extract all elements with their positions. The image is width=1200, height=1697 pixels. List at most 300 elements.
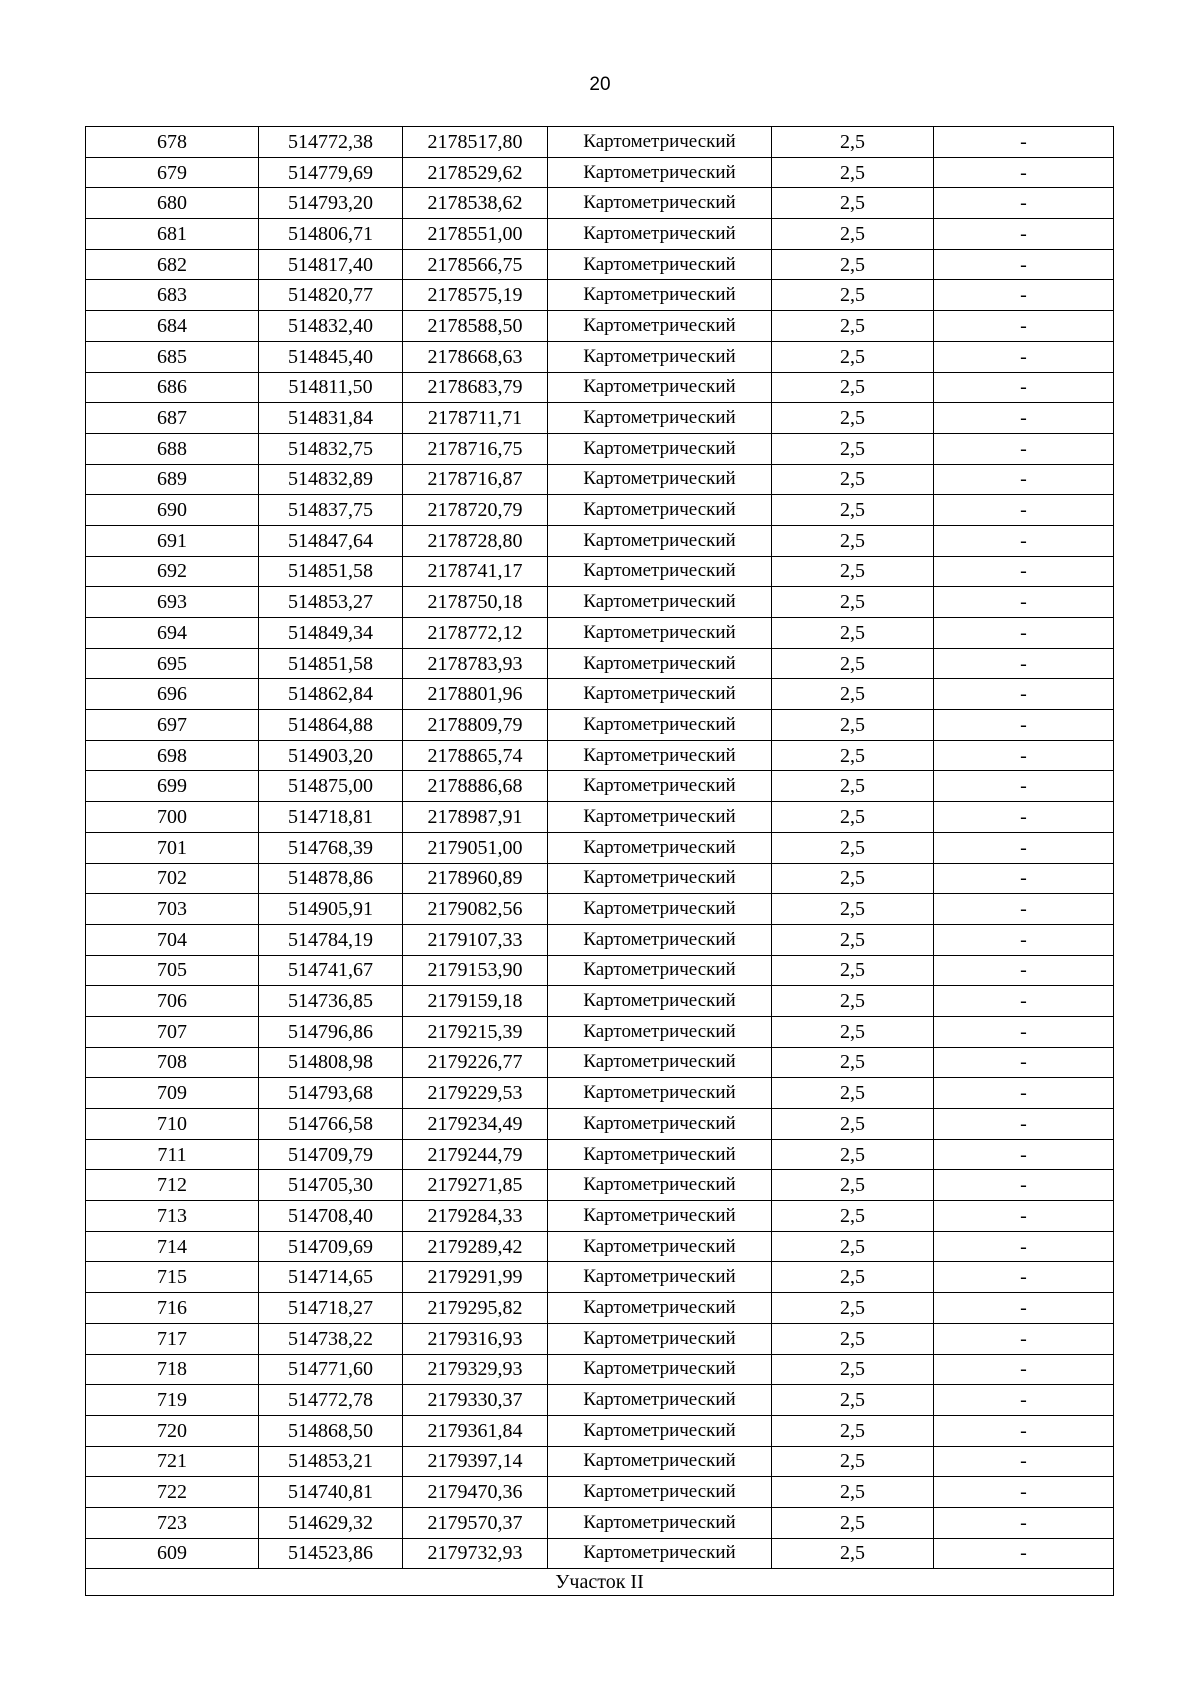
point-number-cell: 713 [86,1201,259,1232]
point-number-cell: 720 [86,1415,259,1446]
description-cell: - [934,1078,1114,1109]
y-coordinate-cell: 2179234,49 [403,1109,548,1140]
x-coordinate-cell: 514772,78 [259,1385,403,1416]
description-cell: - [934,863,1114,894]
method-cell: Картометрический [548,1446,772,1477]
accuracy-cell: 2,5 [772,556,934,587]
description-cell: - [934,219,1114,250]
y-coordinate-cell: 2178716,75 [403,433,548,464]
table-row [86,587,1114,618]
point-number-cell: 681 [86,219,259,250]
description-cell: - [934,403,1114,434]
method-cell: Картометрический [548,648,772,679]
point-number-cell: 718 [86,1354,259,1385]
x-coordinate-cell: 514523,86 [259,1538,403,1569]
accuracy-cell: 2,5 [772,1293,934,1324]
x-coordinate-cell: 514832,89 [259,464,403,495]
point-number-cell: 702 [86,863,259,894]
y-coordinate-cell: 2178566,75 [403,249,548,280]
method-cell: Картометрический [548,894,772,925]
x-coordinate-cell: 514709,69 [259,1231,403,1262]
x-coordinate-cell: 514832,40 [259,311,403,342]
y-coordinate-cell: 2179732,93 [403,1538,548,1569]
table-row [86,802,1114,833]
table-row [86,311,1114,342]
method-cell: Картометрический [548,1262,772,1293]
y-coordinate-cell: 2178783,93 [403,648,548,679]
point-number-cell: 723 [86,1507,259,1538]
point-number-cell: 697 [86,710,259,741]
accuracy-cell: 2,5 [772,433,934,464]
x-coordinate-cell: 514714,65 [259,1262,403,1293]
point-number-cell: 705 [86,955,259,986]
accuracy-cell: 2,5 [772,188,934,219]
method-cell: Картометрический [548,1047,772,1078]
table-row [86,372,1114,403]
table-row [86,280,1114,311]
y-coordinate-cell: 2179215,39 [403,1016,548,1047]
section-row [86,1569,1114,1596]
y-coordinate-cell: 2178588,50 [403,311,548,342]
accuracy-cell: 2,5 [772,618,934,649]
table-row [86,679,1114,710]
description-cell: - [934,618,1114,649]
point-number-cell: 685 [86,341,259,372]
accuracy-cell: 2,5 [772,1201,934,1232]
y-coordinate-cell: 2178683,79 [403,372,548,403]
description-cell: - [934,1477,1114,1508]
x-coordinate-cell: 514905,91 [259,894,403,925]
method-cell: Картометрический [548,587,772,618]
method-cell: Картометрический [548,556,772,587]
method-cell: Картометрический [548,495,772,526]
method-cell: Картометрический [548,802,772,833]
description-cell: - [934,1323,1114,1354]
method-cell: Картометрический [548,188,772,219]
point-number-cell: 712 [86,1170,259,1201]
x-coordinate-cell: 514811,50 [259,372,403,403]
x-coordinate-cell: 514771,60 [259,1354,403,1385]
table-row [86,188,1114,219]
x-coordinate-cell: 514793,68 [259,1078,403,1109]
y-coordinate-cell: 2178728,80 [403,525,548,556]
x-coordinate-cell: 514796,86 [259,1016,403,1047]
description-cell: - [934,1507,1114,1538]
description-cell: - [934,832,1114,863]
method-cell: Картометрический [548,311,772,342]
point-number-cell: 683 [86,280,259,311]
coordinates-table [85,126,1114,1596]
description-cell: - [934,127,1114,158]
table-row [86,1262,1114,1293]
x-coordinate-cell: 514849,34 [259,618,403,649]
accuracy-cell: 2,5 [772,1016,934,1047]
table-row [86,525,1114,556]
point-number-cell: 700 [86,802,259,833]
accuracy-cell: 2,5 [772,771,934,802]
method-cell: Картометрический [548,1323,772,1354]
description-cell: - [934,372,1114,403]
y-coordinate-cell: 2178987,91 [403,802,548,833]
x-coordinate-cell: 514718,81 [259,802,403,833]
x-coordinate-cell: 514817,40 [259,249,403,280]
description-cell: - [934,1201,1114,1232]
x-coordinate-cell: 514864,88 [259,710,403,741]
y-coordinate-cell: 2179361,84 [403,1415,548,1446]
accuracy-cell: 2,5 [772,372,934,403]
x-coordinate-cell: 514851,58 [259,648,403,679]
description-cell: - [934,525,1114,556]
x-coordinate-cell: 514772,38 [259,127,403,158]
description-cell: - [934,1354,1114,1385]
point-number-cell: 715 [86,1262,259,1293]
table-row [86,832,1114,863]
table-row [86,1323,1114,1354]
table-row [86,249,1114,280]
accuracy-cell: 2,5 [772,280,934,311]
description-cell: - [934,157,1114,188]
y-coordinate-cell: 2179051,00 [403,832,548,863]
point-number-cell: 721 [86,1446,259,1477]
method-cell: Картометрический [548,618,772,649]
method-cell: Картометрический [548,1170,772,1201]
x-coordinate-cell: 514853,21 [259,1446,403,1477]
y-coordinate-cell: 2179289,42 [403,1231,548,1262]
table-row [86,157,1114,188]
page-number: 20 [589,74,611,95]
y-coordinate-cell: 2179570,37 [403,1507,548,1538]
y-coordinate-cell: 2178772,12 [403,618,548,649]
description-cell: - [934,740,1114,771]
point-number-cell: 696 [86,679,259,710]
x-coordinate-cell: 514806,71 [259,219,403,250]
x-coordinate-cell: 514862,84 [259,679,403,710]
method-cell: Картометрический [548,1293,772,1324]
method-cell: Картометрический [548,863,772,894]
y-coordinate-cell: 2179291,99 [403,1262,548,1293]
y-coordinate-cell: 2179295,82 [403,1293,548,1324]
method-cell: Картометрический [548,525,772,556]
accuracy-cell: 2,5 [772,1170,934,1201]
description-cell: - [934,710,1114,741]
method-cell: Картометрический [548,249,772,280]
point-number-cell: 714 [86,1231,259,1262]
point-number-cell: 703 [86,894,259,925]
accuracy-cell: 2,5 [772,464,934,495]
y-coordinate-cell: 2178801,96 [403,679,548,710]
y-coordinate-cell: 2179470,36 [403,1477,548,1508]
table-row [86,1293,1114,1324]
accuracy-cell: 2,5 [772,986,934,1017]
y-coordinate-cell: 2179316,93 [403,1323,548,1354]
point-number-cell: 694 [86,618,259,649]
point-number-cell: 688 [86,433,259,464]
x-coordinate-cell: 514875,00 [259,771,403,802]
x-coordinate-cell: 514837,75 [259,495,403,526]
description-cell: - [934,1139,1114,1170]
method-cell: Картометрический [548,679,772,710]
description-cell: - [934,433,1114,464]
method-cell: Картометрический [548,1538,772,1569]
method-cell: Картометрический [548,955,772,986]
method-cell: Картометрический [548,219,772,250]
accuracy-cell: 2,5 [772,127,934,158]
point-number-cell: 687 [86,403,259,434]
method-cell: Картометрический [548,433,772,464]
accuracy-cell: 2,5 [772,157,934,188]
y-coordinate-cell: 2179244,79 [403,1139,548,1170]
point-number-cell: 695 [86,648,259,679]
accuracy-cell: 2,5 [772,495,934,526]
x-coordinate-cell: 514779,69 [259,157,403,188]
description-cell: - [934,1385,1114,1416]
y-coordinate-cell: 2179226,77 [403,1047,548,1078]
accuracy-cell: 2,5 [772,863,934,894]
table-row [86,986,1114,1017]
x-coordinate-cell: 514793,20 [259,188,403,219]
description-cell: - [934,1538,1114,1569]
accuracy-cell: 2,5 [772,311,934,342]
method-cell: Картометрический [548,924,772,955]
y-coordinate-cell: 2178517,80 [403,127,548,158]
x-coordinate-cell: 514851,58 [259,556,403,587]
table-row [86,1507,1114,1538]
accuracy-cell: 2,5 [772,955,934,986]
description-cell: - [934,495,1114,526]
description-cell: - [934,1170,1114,1201]
method-cell: Картометрический [548,157,772,188]
table-row [86,341,1114,372]
description-cell: - [934,679,1114,710]
y-coordinate-cell: 2179107,33 [403,924,548,955]
table-row [86,403,1114,434]
y-coordinate-cell: 2178720,79 [403,495,548,526]
description-cell: - [934,955,1114,986]
point-number-cell: 693 [86,587,259,618]
table-row [86,1139,1114,1170]
method-cell: Картометрический [548,986,772,1017]
accuracy-cell: 2,5 [772,924,934,955]
y-coordinate-cell: 2178716,87 [403,464,548,495]
x-coordinate-cell: 514736,85 [259,986,403,1017]
description-cell: - [934,1415,1114,1446]
accuracy-cell: 2,5 [772,1538,934,1569]
y-coordinate-cell: 2179153,90 [403,955,548,986]
y-coordinate-cell: 2178750,18 [403,587,548,618]
point-number-cell: 690 [86,495,259,526]
x-coordinate-cell: 514853,27 [259,587,403,618]
description-cell: - [934,1293,1114,1324]
y-coordinate-cell: 2179329,93 [403,1354,548,1385]
x-coordinate-cell: 514768,39 [259,832,403,863]
x-coordinate-cell: 514718,27 [259,1293,403,1324]
method-cell: Картометрический [548,771,772,802]
accuracy-cell: 2,5 [772,679,934,710]
point-number-cell: 716 [86,1293,259,1324]
accuracy-cell: 2,5 [772,1047,934,1078]
accuracy-cell: 2,5 [772,1262,934,1293]
point-number-cell: 710 [86,1109,259,1140]
x-coordinate-cell: 514847,64 [259,525,403,556]
accuracy-cell: 2,5 [772,1507,934,1538]
x-coordinate-cell: 514766,58 [259,1109,403,1140]
table-row [86,1201,1114,1232]
y-coordinate-cell: 2178668,63 [403,341,548,372]
y-coordinate-cell: 2179271,85 [403,1170,548,1201]
point-number-cell: 691 [86,525,259,556]
method-cell: Картометрический [548,710,772,741]
table-row [86,127,1114,158]
x-coordinate-cell: 514820,77 [259,280,403,311]
method-cell: Картометрический [548,1016,772,1047]
accuracy-cell: 2,5 [772,894,934,925]
x-coordinate-cell: 514808,98 [259,1047,403,1078]
x-coordinate-cell: 514903,20 [259,740,403,771]
y-coordinate-cell: 2178886,68 [403,771,548,802]
description-cell: - [934,924,1114,955]
table-row [86,1477,1114,1508]
x-coordinate-cell: 514878,86 [259,863,403,894]
method-cell: Картометрический [548,832,772,863]
table-row [86,648,1114,679]
description-cell: - [934,1109,1114,1140]
y-coordinate-cell: 2178529,62 [403,157,548,188]
point-number-cell: 686 [86,372,259,403]
x-coordinate-cell: 514831,84 [259,403,403,434]
table-row [86,863,1114,894]
x-coordinate-cell: 514740,81 [259,1477,403,1508]
table-row [86,433,1114,464]
table-row [86,1446,1114,1477]
table-row [86,1354,1114,1385]
description-cell: - [934,986,1114,1017]
point-number-cell: 717 [86,1323,259,1354]
accuracy-cell: 2,5 [772,1477,934,1508]
accuracy-cell: 2,5 [772,249,934,280]
point-number-cell: 707 [86,1016,259,1047]
method-cell: Картометрический [548,372,772,403]
description-cell: - [934,556,1114,587]
y-coordinate-cell: 2179159,18 [403,986,548,1017]
table-row [86,1078,1114,1109]
accuracy-cell: 2,5 [772,1139,934,1170]
point-number-cell: 711 [86,1139,259,1170]
y-coordinate-cell: 2179284,33 [403,1201,548,1232]
y-coordinate-cell: 2179082,56 [403,894,548,925]
table-row [86,618,1114,649]
method-cell: Картометрический [548,1354,772,1385]
table-row [86,894,1114,925]
point-number-cell: 708 [86,1047,259,1078]
accuracy-cell: 2,5 [772,1415,934,1446]
table-row [86,710,1114,741]
table-row [86,1170,1114,1201]
description-cell: - [934,280,1114,311]
accuracy-cell: 2,5 [772,341,934,372]
point-number-cell: 682 [86,249,259,280]
accuracy-cell: 2,5 [772,648,934,679]
description-cell: - [934,587,1114,618]
description-cell: - [934,894,1114,925]
description-cell: - [934,249,1114,280]
accuracy-cell: 2,5 [772,219,934,250]
description-cell: - [934,311,1114,342]
accuracy-cell: 2,5 [772,403,934,434]
x-coordinate-cell: 514741,67 [259,955,403,986]
table-row [86,1016,1114,1047]
y-coordinate-cell: 2178538,62 [403,188,548,219]
method-cell: Картометрический [548,341,772,372]
description-cell: - [934,188,1114,219]
table-row [86,1538,1114,1569]
description-cell: - [934,1047,1114,1078]
accuracy-cell: 2,5 [772,1385,934,1416]
y-coordinate-cell: 2178865,74 [403,740,548,771]
point-number-cell: 704 [86,924,259,955]
point-number-cell: 689 [86,464,259,495]
description-cell: - [934,341,1114,372]
table-row [86,771,1114,802]
method-cell: Картометрический [548,1507,772,1538]
table-row [86,495,1114,526]
table-row [86,740,1114,771]
method-cell: Картометрический [548,1385,772,1416]
point-number-cell: 692 [86,556,259,587]
y-coordinate-cell: 2178741,17 [403,556,548,587]
table-row [86,1415,1114,1446]
point-number-cell: 701 [86,832,259,863]
method-cell: Картометрический [548,1477,772,1508]
accuracy-cell: 2,5 [772,802,934,833]
x-coordinate-cell: 514705,30 [259,1170,403,1201]
method-cell: Картометрический [548,1139,772,1170]
method-cell: Картометрический [548,464,772,495]
table-row [86,556,1114,587]
table-row [86,1047,1114,1078]
point-number-cell: 609 [86,1538,259,1569]
x-coordinate-cell: 514708,40 [259,1201,403,1232]
coordinates-table-body [86,127,1114,1596]
method-cell: Картометрический [548,740,772,771]
point-number-cell: 679 [86,157,259,188]
x-coordinate-cell: 514832,75 [259,433,403,464]
method-cell: Картометрический [548,280,772,311]
accuracy-cell: 2,5 [772,1109,934,1140]
method-cell: Картометрический [548,403,772,434]
y-coordinate-cell: 2178711,71 [403,403,548,434]
description-cell: - [934,771,1114,802]
accuracy-cell: 2,5 [772,1231,934,1262]
accuracy-cell: 2,5 [772,1078,934,1109]
point-number-cell: 680 [86,188,259,219]
point-number-cell: 719 [86,1385,259,1416]
description-cell: - [934,1016,1114,1047]
table-row [86,1109,1114,1140]
description-cell: - [934,1446,1114,1477]
description-cell: - [934,1231,1114,1262]
method-cell: Картометрический [548,1201,772,1232]
accuracy-cell: 2,5 [772,525,934,556]
table-row [86,219,1114,250]
point-number-cell: 722 [86,1477,259,1508]
y-coordinate-cell: 2178809,79 [403,710,548,741]
y-coordinate-cell: 2178575,19 [403,280,548,311]
section-label: Участок II [86,1569,1114,1596]
y-coordinate-cell: 2178960,89 [403,863,548,894]
method-cell: Картометрический [548,1231,772,1262]
table-row [86,1231,1114,1262]
method-cell: Картометрический [548,1415,772,1446]
